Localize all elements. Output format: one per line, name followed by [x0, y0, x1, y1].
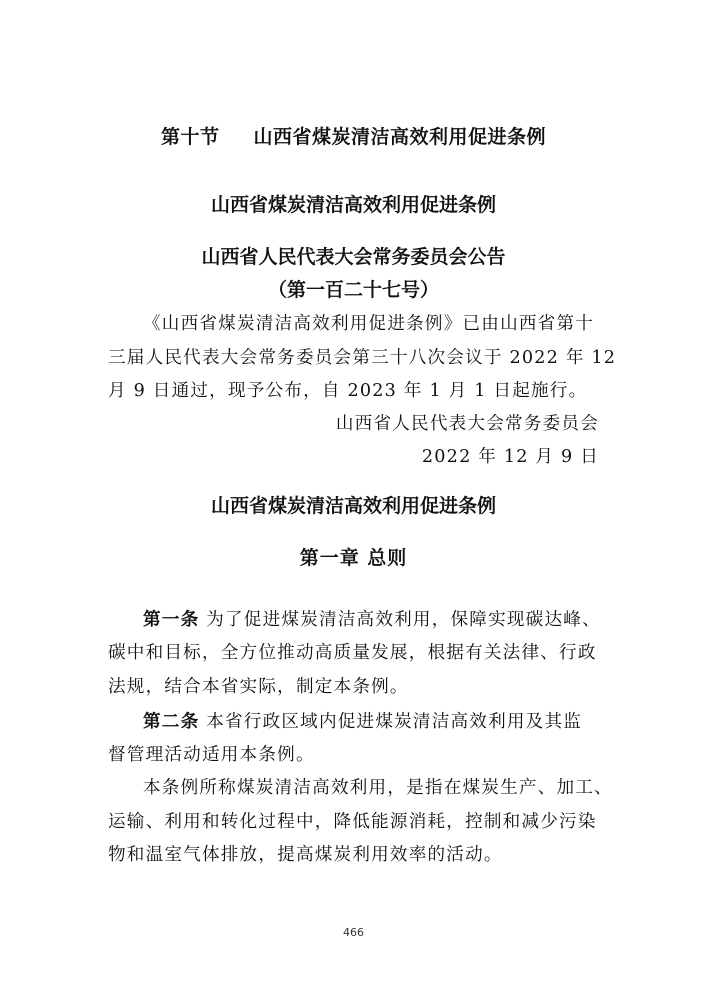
announcement-line-3: 月 9 日通过，现予公布，自 2023 年 1 月 1 日起施行。: [108, 381, 588, 401]
announcement-line-1: 《山西省煤炭清洁高效利用促进条例》已由山西省第十: [143, 314, 595, 334]
section-number: 第十节: [160, 126, 220, 148]
article-1-label: 第一条: [143, 610, 200, 630]
section-heading: [0, 122, 707, 149]
paragraph-line-1: 本条例所称煤炭清洁高效利用，是指在煤炭生产、加工、: [143, 778, 613, 798]
announcement-line-2: 三届人民代表大会常务委员会第三十八次会议于 2022 年 12: [108, 348, 617, 368]
article-1-line-1: [143, 606, 601, 631]
paragraph-line-2: 运输、利用和转化过程中，降低能源消耗，控制和减少污染: [108, 812, 597, 832]
article-2-line-2: 督管理活动适用本条例。: [108, 745, 315, 765]
page-number: 466: [343, 926, 364, 939]
announcement-signature: 山西省人民代表大会常务委员会: [335, 414, 599, 434]
regulation-title: 山西省煤炭清洁高效利用促进条例: [210, 495, 496, 517]
announcement-number: （第一百二十七号）: [267, 279, 439, 301]
announcement-issuer: 山西省人民代表大会常务委员会公告: [201, 246, 506, 268]
article-2-text-1: 本省行政区域内促进煤炭清洁高效利用及其监: [206, 712, 583, 732]
section-heading-title: 山西省煤炭清洁高效利用促进条例: [253, 126, 547, 148]
document-title: 山西省煤炭清洁高效利用促进条例: [210, 194, 496, 216]
article-1-text-1: 为了促进煤炭清洁高效利用，保障实现碳达峰、: [206, 610, 601, 630]
article-2-label: 第二条: [143, 712, 200, 732]
paragraph-line-3: 物和温室气体排放，提高煤炭利用效率的活动。: [108, 845, 503, 865]
article-1-line-3: 法规，结合本省实际，制定本条例。: [108, 677, 409, 697]
chapter-title: 第一章 总则: [299, 547, 408, 569]
article-1-line-2: 碳中和目标，全方位推动高质量发展，根据有关法律、行政: [108, 643, 597, 663]
article-2-line-1: [143, 708, 582, 733]
announcement-date: 2022 年 12 月 9 日: [421, 447, 599, 467]
